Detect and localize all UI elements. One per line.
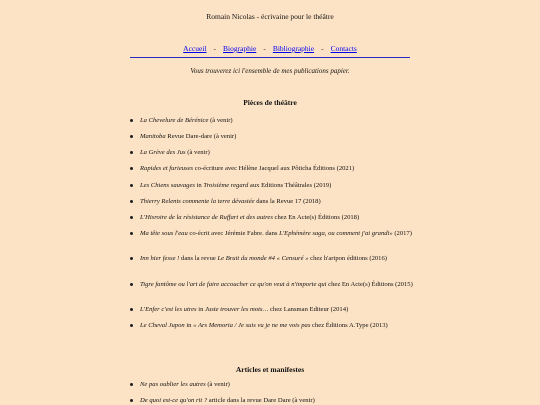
work-title: L'Enfer c'est les utres bbox=[140, 306, 197, 313]
main-nav bbox=[0, 44, 540, 53]
nav-link-biographie[interactable]: Biographie bbox=[223, 44, 257, 53]
publication-detail: dans la Revue 17 (2018) bbox=[254, 198, 321, 205]
publication-detail: chez Éditions A.Type (2013) bbox=[310, 322, 388, 329]
publication-item bbox=[130, 148, 420, 157]
work-title: Troisième regard bbox=[203, 182, 249, 189]
publication-detail: in bbox=[184, 322, 194, 329]
publication-item bbox=[130, 164, 420, 173]
publication-item bbox=[130, 254, 420, 263]
publication-detail: in bbox=[194, 182, 204, 189]
publication-item bbox=[130, 181, 420, 190]
work-title: Inn hier fesse ! bbox=[140, 255, 180, 262]
publication-detail: co-écriture avec Hélène Jacquel aux Pôticha Éditions (2021) bbox=[193, 165, 355, 172]
publication-detail: dans la revue bbox=[179, 255, 218, 262]
publication-detail: in bbox=[196, 306, 206, 313]
publication-detail: (à venir) bbox=[208, 117, 233, 124]
publication-item bbox=[130, 213, 420, 222]
nav-link-accueil[interactable]: Accueil bbox=[183, 44, 207, 53]
publication-item bbox=[130, 396, 420, 405]
work-title: Ne pas oublier les autres bbox=[140, 381, 206, 388]
publication-detail: aux Editions Théâtrales (2019) bbox=[248, 182, 332, 189]
nav-link-bibliographie[interactable]: Bibliographie bbox=[272, 44, 315, 53]
nav-separator: - bbox=[213, 44, 216, 53]
section-title-articles: Articles et manifestes bbox=[235, 365, 305, 374]
publication-detail: (à venir) bbox=[205, 381, 230, 388]
work-title: Thierry Relents commente la terre dévastée bbox=[140, 198, 255, 205]
work-title: De quoi est-ce qu'on rit ? bbox=[140, 397, 208, 404]
work-title: Manitoba bbox=[140, 133, 166, 140]
publication-detail: chez En Acte(s) Éditions (2015) bbox=[326, 281, 413, 288]
publication-item bbox=[130, 132, 420, 141]
publication-item bbox=[130, 321, 420, 330]
work-title: Juste trouver les mots… bbox=[205, 306, 269, 313]
nav-separator: - bbox=[321, 44, 324, 53]
work-title: Tigre fantôme ou l'art de faire accoucher ce qu'on veut à n'importe qui bbox=[140, 281, 327, 288]
publication-detail: co-écrit avec Jérémie Fabre. dans bbox=[187, 230, 280, 237]
work-title: Rapides et furieuses bbox=[140, 165, 194, 172]
nav-separator: - bbox=[263, 44, 266, 53]
work-title: La Grève des Jus bbox=[140, 149, 186, 156]
publication-item bbox=[130, 116, 420, 125]
work-title: L'Ephémère saga, ou comment j'ai grandi» bbox=[279, 230, 393, 237]
publication-item bbox=[130, 305, 420, 314]
publication-detail: article dans la revue Dare Dare (à venir) bbox=[207, 397, 315, 404]
site-title: Romain Nicolas - écrivaine pour le théâtre bbox=[206, 12, 334, 21]
nav-divider bbox=[130, 57, 410, 58]
intro-text: Vous trouverez ici l'ensemble de mes publications papier. bbox=[190, 67, 350, 75]
work-title: Les Chiens sauvages bbox=[140, 182, 195, 189]
work-title: Ma tête sous l'eau bbox=[140, 230, 188, 237]
publication-detail: chez En Acte(s) Éditions (2018) bbox=[272, 214, 360, 221]
publication-item bbox=[130, 280, 420, 289]
publication-detail: Revue Dare-dare (à venir) bbox=[165, 133, 237, 140]
publication-item bbox=[130, 197, 420, 206]
work-title: L'Hisroire de la résistance de Ruffart et des autres bbox=[140, 214, 273, 221]
work-title: Le Cheval Jupon bbox=[140, 322, 185, 329]
publication-detail: chez Lansman Editeur (2014) bbox=[268, 306, 349, 313]
publication-detail: (à venir) bbox=[185, 149, 210, 156]
nav-link-contacts[interactable]: Contacts bbox=[330, 44, 357, 53]
work-title: La Chevelure de Bérénice bbox=[140, 117, 209, 124]
publication-item bbox=[130, 380, 420, 389]
section-title-plays: Pièces de théâtre bbox=[243, 98, 297, 107]
publication-detail: (2017) bbox=[392, 230, 412, 237]
publication-item bbox=[130, 229, 420, 238]
work-title: « Ars Memoria / Je suis vu je ne me vois pas bbox=[193, 322, 311, 329]
work-title: Le Bruit du monde #4 « Censuré » bbox=[217, 255, 309, 262]
publication-detail: chez h'artpon éditions (2016) bbox=[308, 255, 387, 262]
